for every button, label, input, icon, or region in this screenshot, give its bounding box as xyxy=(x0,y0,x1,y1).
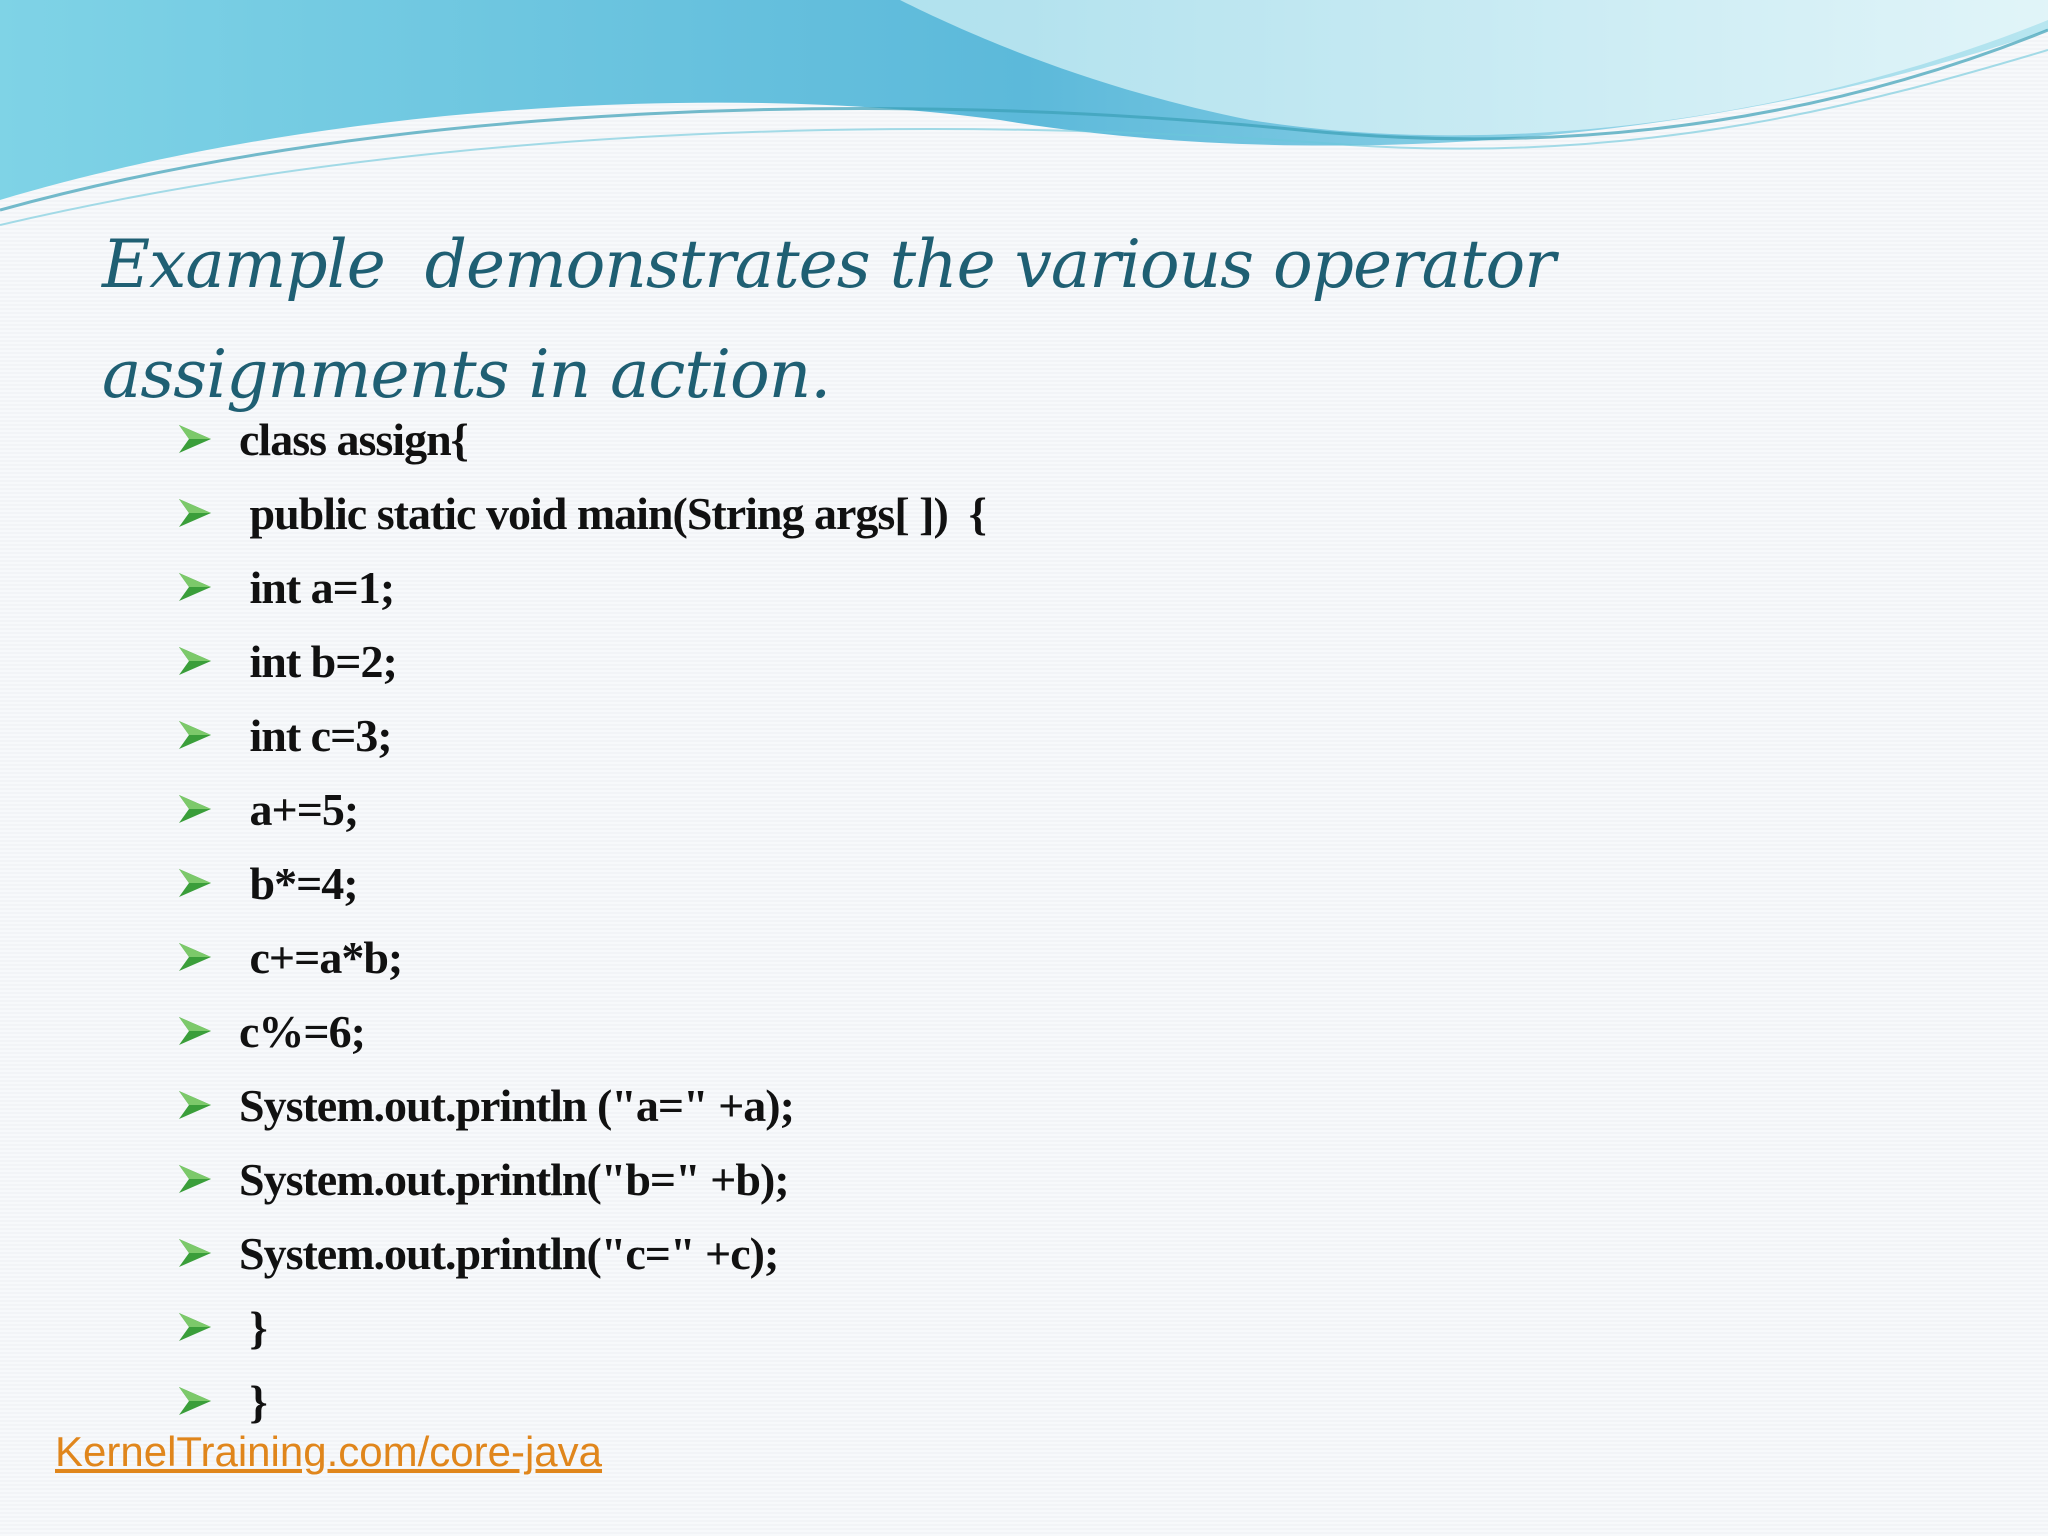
arrow-bullet-icon xyxy=(175,1231,219,1275)
arrow-bullet-icon xyxy=(175,935,219,979)
arrow-bullet-icon xyxy=(175,1083,219,1127)
list-item xyxy=(175,1068,986,1142)
list-item xyxy=(175,1142,986,1216)
code-line-text: public static void main(String args[ ]) { xyxy=(239,487,986,539)
list-item xyxy=(175,846,986,920)
arrow-bullet-icon xyxy=(175,417,219,461)
arrow-bullet-icon xyxy=(175,1009,219,1053)
code-line-text: } xyxy=(239,1375,267,1427)
list-item xyxy=(175,772,986,846)
code-line-text: System.out.println("c=" +c); xyxy=(239,1227,779,1279)
arrow-bullet-icon xyxy=(175,565,219,609)
arrow-bullet-icon xyxy=(175,639,219,683)
list-item xyxy=(175,476,986,550)
list-item xyxy=(175,1216,986,1290)
list-item xyxy=(175,624,986,698)
arrow-bullet-icon xyxy=(175,1157,219,1201)
slide-title: Example demonstrates the various operator assignments in action. xyxy=(102,226,1575,413)
arrow-bullet-icon xyxy=(175,861,219,905)
list-item xyxy=(175,1290,986,1364)
code-line-text: int c=3; xyxy=(239,709,392,761)
code-line-text: b*=4; xyxy=(239,857,358,909)
code-line-text: System.out.println("b=" +b); xyxy=(239,1153,789,1205)
code-line-text: class assign{ xyxy=(239,413,468,465)
code-line-text: int b=2; xyxy=(239,635,397,687)
code-line-text: System.out.println ("a=" +a); xyxy=(239,1079,794,1131)
arrow-bullet-icon xyxy=(175,1305,219,1349)
list-item xyxy=(175,698,986,772)
code-line-text: c+=a*b; xyxy=(239,931,403,983)
code-line-text: a+=5; xyxy=(239,783,359,835)
arrow-bullet-icon xyxy=(175,787,219,831)
code-bullet-list xyxy=(175,402,986,1438)
arrow-bullet-icon xyxy=(175,491,219,535)
code-line-text: int a=1; xyxy=(239,561,395,613)
footer-website-link[interactable]: KernelTraining.com/core-java xyxy=(55,1428,603,1475)
list-item xyxy=(175,994,986,1068)
code-line-text: } xyxy=(239,1301,267,1353)
list-item xyxy=(175,920,986,994)
arrow-bullet-icon xyxy=(175,1379,219,1423)
arrow-bullet-icon xyxy=(175,713,219,757)
list-item xyxy=(175,402,986,476)
list-item xyxy=(175,1364,986,1438)
code-line-text: c%=6; xyxy=(239,1005,365,1057)
list-item xyxy=(175,550,986,624)
